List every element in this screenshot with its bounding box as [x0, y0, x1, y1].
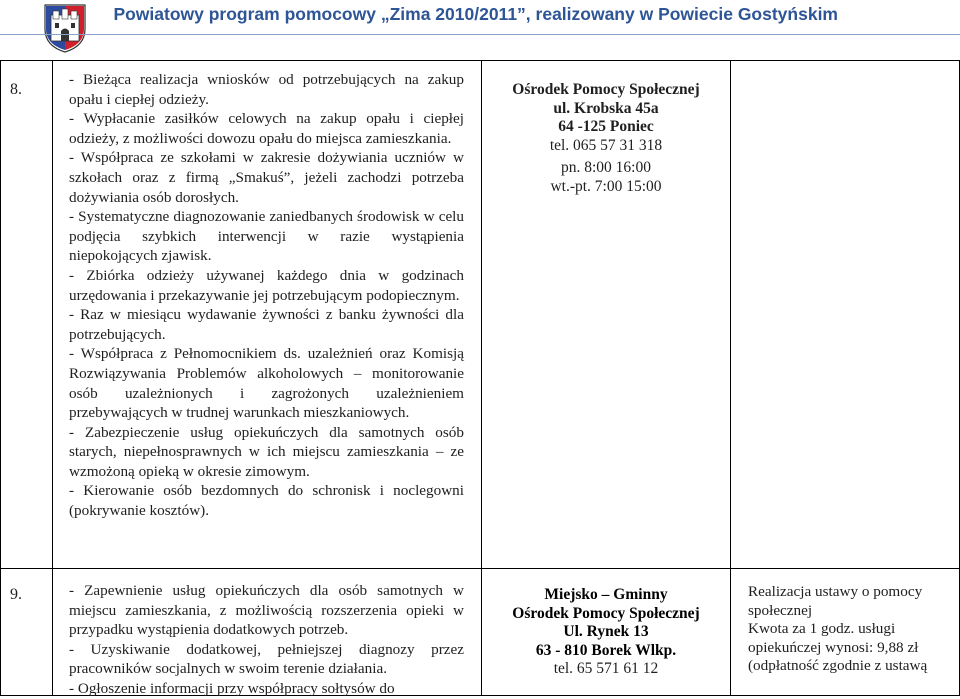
office-hours: pn. 8:00 16:00: [561, 159, 651, 176]
note-line: Kwota za 1 godz. usługi: [748, 620, 896, 637]
actions-cell: [69, 581, 464, 699]
list-item: - Współpraca ze szkołami w zakresie dożywiania uczniów w szkołach oraz z firmą „Smakuś”, jeżeli zachodzi potrzeba dożywiania osób dorosłych.: [69, 149, 464, 206]
list-item: - Zabezpieczenie usług opiekuńczych dla samotnych osób starych, niepełnosprawnych w ich miejscu zamieszkania – ze wzmożoną opieką w okresie zimowym.: [69, 423, 464, 480]
list-item: - Kierowanie osób bezdomnych do schronisk i noclegowni (pokrywanie kosztów).: [69, 482, 464, 520]
office-name: Miejsko – Gminny: [544, 586, 668, 603]
note-line: opiekuńczej wynosi: 9,88 zł: [748, 638, 919, 656]
office-name: Ośrodek Pomocy Społecznej: [512, 604, 700, 622]
row-number: 9.: [10, 586, 22, 603]
table-row: [0, 567, 960, 696]
note-line: (odpłatność zgodnie z ustawą: [748, 657, 928, 674]
list-item: - Współpraca z Pełnomocnikiem ds. uzależnień oraz Komisją Rozwiązywania Problemów alkoholowych – monitorowanie osób uzależnionych i zagrożonych uzależnieniem przebywających w trudnej warunkach mieszkaniowych.: [69, 345, 464, 422]
page-header-title: Powiatowy program pomocowy „Zima 2010/2011”, realizowany w Powiecie Gostyńskim: [113, 4, 838, 24]
actions-cell: [69, 70, 464, 521]
column-divider: [481, 567, 482, 695]
column-divider: [730, 567, 731, 695]
list-item: - Zapewnienie usług opiekuńczych dla osób samotnych w miejscu zamieszkania, z możliwością rozszerzenia opieki w przypadku wystąpienia dodatkowych potrzeb.: [69, 582, 464, 639]
list-item: - Uzyskiwanie dodatkowej, pełniejszej diagnozy przez pracowników socjalnych w swoim terenie działania.: [69, 640, 464, 678]
column-divider: [481, 61, 482, 568]
list-item: - Wypłacanie zasiłków celowych na zakup opału i ciepłej odzieży, z możliwości dowozu opału do miejsca zamieszkania.: [69, 110, 464, 147]
list-item: - Raz w miesiącu wydawanie żywności z banku żywności dla potrzebujących.: [69, 306, 464, 343]
office-hours: wt.-pt. 7:00 15:00: [550, 177, 662, 195]
notes-cell: [748, 583, 953, 676]
office-phone: tel. 65 571 61 12: [553, 660, 659, 677]
note-line: społecznej: [748, 601, 813, 619]
list-item: - Bieżąca realizacja wniosków od potrzebujących na zakup opału i ciepłej odzieży.: [69, 71, 464, 108]
row-number: 8.: [10, 81, 22, 98]
header-divider: [0, 34, 960, 35]
office-phone: tel. 065 57 31 318: [549, 136, 663, 154]
office-street: Ul. Rynek 13: [563, 623, 649, 640]
list-item: - Ogłoszenie informacji przy współpracy sołtysów do: [69, 679, 395, 697]
office-city: 63 - 810 Borek Wlkp.: [535, 641, 677, 659]
office-street: ul. Krobska 45a: [553, 99, 659, 117]
office-name: Ośrodek Pomocy Społecznej: [512, 81, 700, 98]
column-divider: [52, 567, 53, 695]
column-divider: [52, 61, 53, 568]
list-item: - Systematyczne diagnozowanie zaniedbanych środowisk w celu podjęcia szybkich interwencji w razie wystąpienia niepokojących zjawisk.: [69, 208, 464, 265]
note-line: Realizacja ustawy o pomocy: [748, 583, 923, 600]
table-row: [0, 60, 960, 569]
office-address-cell: [497, 586, 715, 679]
office-address-cell: [497, 81, 715, 196]
office-city: 64 -125 Poniec: [558, 118, 654, 135]
list-item: - Zbiórka odzieży używanej każdego dnia w godzinach urzędowania i przekazywanie jej potrzebującym podopiecznym.: [69, 266, 464, 304]
column-divider: [730, 61, 731, 568]
